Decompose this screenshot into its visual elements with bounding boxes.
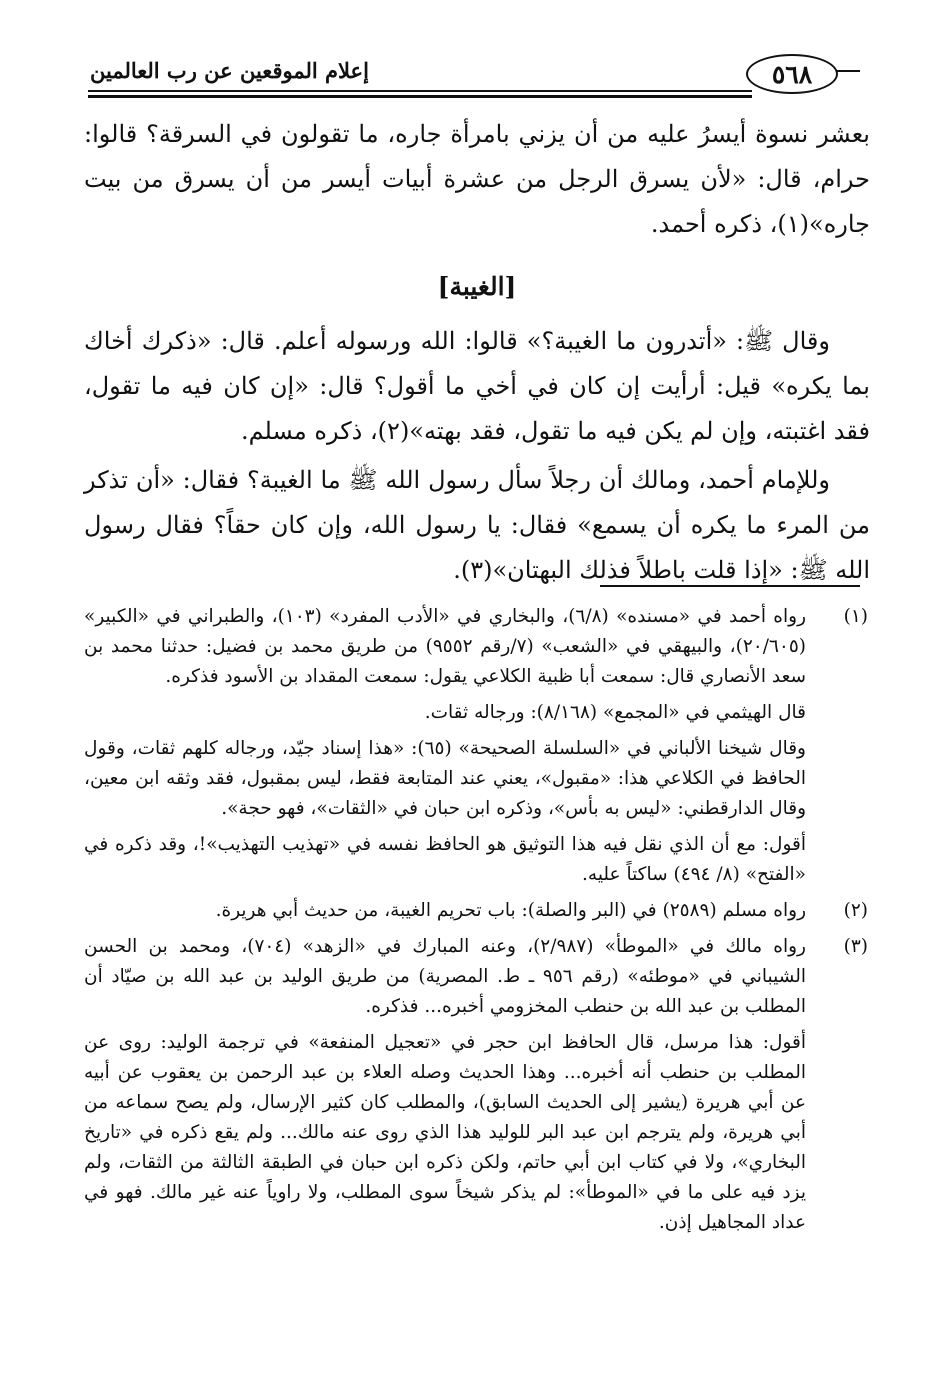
footnote-text: رواه مسلم (٢٥٨٩) في (البر والصلة): باب تحريم الغيبة، من حديث أبي هريرة.	[215, 900, 806, 921]
header-ornament	[836, 70, 860, 72]
section-heading: [الغيبة]	[437, 272, 517, 301]
footnote	[84, 932, 868, 1238]
main-text	[84, 112, 870, 593]
footnote-text: وقال شيخنا الألباني في «السلسلة الصحيحة» (٦٥): «هذا إسناد جيّد، ورجاله كلهم ثقات، وقول الحافظ في الكلاعي هذا: «مقبول»، يعني عند المتابعة فقط، ليس بمقبول، فقد وثقه ابن معين، وقال الدارقطني: «ليس به بأس»، وذكره ابن حبان في «الثقات»، فهو حجة».	[84, 738, 806, 819]
footnote-number: (١)	[843, 606, 868, 627]
paragraph: وقال ﷺ: «أتدرون ما الغيبة؟» قالوا: الله ورسوله أعلم. قال: «ذكرك أخاك بما يكره» قيل: أرأيت إن كان في أخي ما أقول؟ قال: «إن كان فيه ما تقول، فقد اغتبته، وإن لم يكن فيه ما تقول، فقد بهته»(٢)، ذكره مسلم.	[84, 327, 870, 445]
footnote-text: أقول: هذا مرسل، قال الحافظ ابن حجر في «تعجيل المنفعة» في ترجمة الوليد: روى عن المطلب بن حنطب أنه أخبره... وهذا الحديث وصله العلاء بن عبد الرحمن بن يعقوب عن أبيه عن أبي هريرة (يشير إلى الحديث السابق)، والمطلب كان كثير الإرسال، ولم يصح سماعه من أبي هريرة، ولم يترجم ابن عبد البر للوليد هذا الذي روى عنه مالك... ولم يقع ذكره في «تاريخ البخاري»، ولا في كتاب ابن أبي حاتم، ولكن ذكره ابن حبان في الطبقة الثالثة من الثقات، ولم يزد فيه على ما في «الموطأ»: لم يذكر شيخاً سوى المطلب، ولا راوياً عنه غير مالك. فهو في عداد المجاهيل إذن.	[84, 1032, 806, 1233]
footnote	[84, 896, 868, 926]
footnotes	[84, 602, 868, 1244]
page-number: ٥٦٨	[746, 54, 838, 94]
footnote-number: (٣)	[843, 936, 868, 957]
running-title: إعلام الموقعين عن رب العالمين	[90, 58, 369, 83]
header-rule-thick	[88, 95, 752, 98]
footnote-separator	[600, 585, 860, 587]
footnote	[84, 602, 868, 890]
footnote-text: أقول: مع أن الذي نقل فيه هذا التوثيق هو الحافظ نفسه في «تهذيب التهذيب»!، وقد ذكره في «الفتح» (٨/ ٤٩٤) ساكتاً عليه.	[84, 834, 806, 885]
footnote-text: رواه مالك في «الموطأ» (٢/٩٨٧)، وعنه المبارك في «الزهد» (٧٠٤)، ومحمد بن الحسن الشيباني في «موطئه» (رقم ٩٥٦ ـ ط. المصرية) من طريق الوليد بن عبد الله بن صيّاد أن المطلب بن عبد الله بن حنطب المخزومي أخبره... فذكره.	[84, 936, 806, 1017]
page-header	[88, 40, 860, 100]
footnote-number: (٢)	[843, 900, 868, 921]
footnote-text: رواه أحمد في «مسنده» (٦/٨)، والبخاري في «الأدب المفرد» (١٠٣)، والطبراني في «الكبير» (٢٠/٦٠٥)، والبيهقي في «الشعب» (٧/رقم ٩٥٥٢) من طريق محمد بن فضيل: حدثنا محمد بن سعد الأنصاري قال: سمعت أبا ظبية الكلاعي يقول: سمعت المقداد بن الأسود فذكره.	[84, 606, 806, 687]
header-rule	[88, 90, 752, 92]
paragraph: بعشر نسوة أيسرُ عليه من أن يزني بامرأة جاره، ما تقولون في السرقة؟ قالوا: حرام، قال: «لأن يسرق الرجل من عشرة أبيات أيسر من أن يسرق من بيت جاره»(١)، ذكره أحمد.	[84, 120, 871, 238]
paragraph: وللإمام أحمد، ومالك أن رجلاً سأل رسول الله ﷺ ما الغيبة؟ فقال: «أن تذكر من المرء ما يكره أن يسمع» فقال: يا رسول الله، وإن كان حقاً؟ فقال رسول الله ﷺ: «إذا قلت باطلاً فذلك البهتان»(٣).	[84, 466, 870, 584]
footnote-text: قال الهيثمي في «المجمع» (٨/١٦٨): ورجاله ثقات.	[424, 702, 806, 723]
